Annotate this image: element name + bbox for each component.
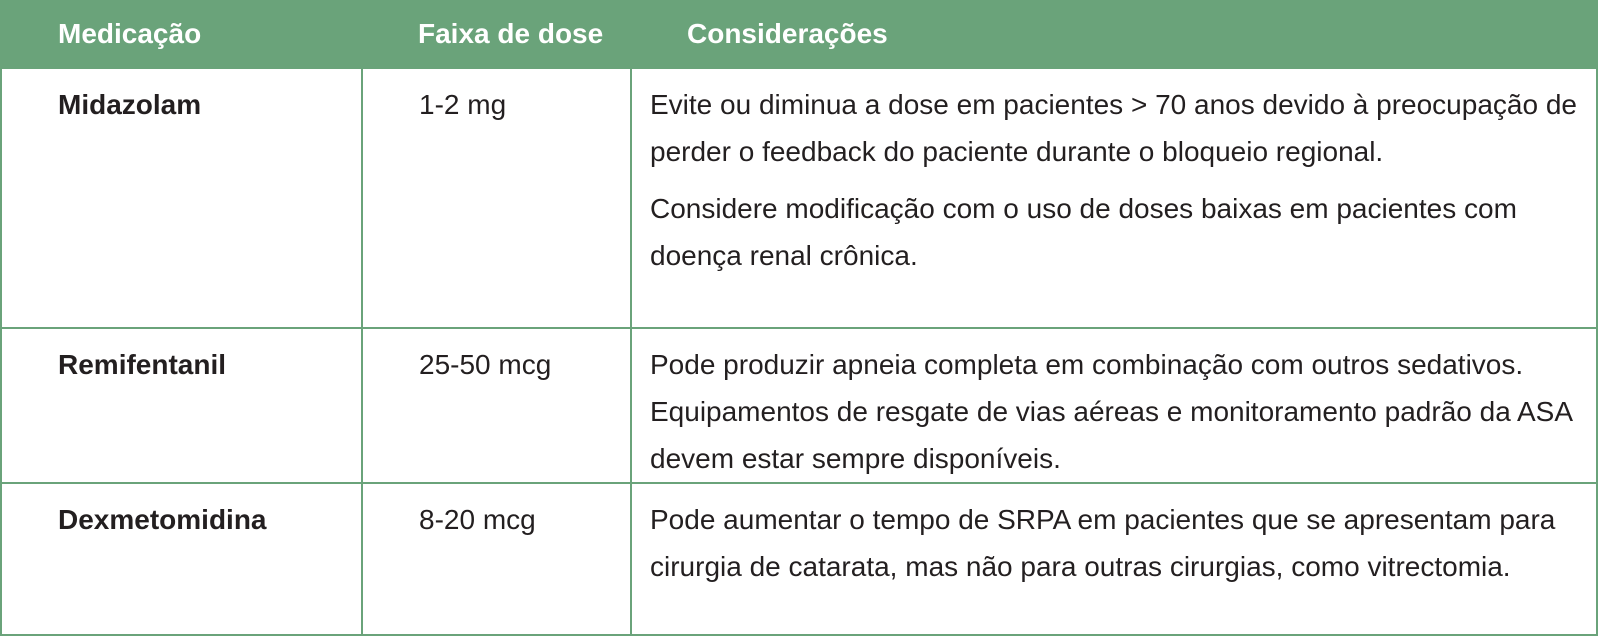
considerations-cell: [631, 68, 1596, 328]
consideration-text: Pode produzir apneia completa em combinação com outros sedativos. Equipamentos de resgate de vias aéreas e monitoramento padrão da ASA devem estar sempre disponíveis.: [650, 349, 1572, 474]
header-medication: Medicação: [2, 0, 362, 68]
consideration-text: Considere modificação com o uso de doses baixas em pacientes com doença renal crônica.: [650, 193, 1517, 271]
medication-name: Midazolam: [2, 68, 362, 328]
considerations-cell: [631, 328, 1596, 483]
medication-name: Remifentanil: [2, 328, 362, 483]
dose-range: 25-50 mcg: [362, 328, 631, 483]
consideration-text: Evite ou diminua a dose em pacientes > 70 anos devido à preocupação de perder o feedback do paciente durante o bloqueio regional.: [650, 89, 1577, 167]
table-row: [2, 328, 1596, 483]
table-row: [2, 483, 1596, 635]
medication-name: Dexmetomidina: [2, 483, 362, 635]
header-row: [2, 0, 1596, 68]
table-row: [2, 68, 1596, 328]
medication-table-grid: [2, 0, 1596, 635]
dose-range: 1-2 mg: [362, 68, 631, 328]
consideration-text: Pode aumentar o tempo de SRPA em pacientes que se apresentam para cirurgia de catarata, mas não para outras cirurgias, como vitrectomia.: [650, 504, 1556, 582]
header-considerations: Considerações: [631, 0, 1596, 68]
considerations-cell: [631, 483, 1596, 635]
dose-range: 8-20 mcg: [362, 483, 631, 635]
header-dose-range: Faixa de dose: [362, 0, 631, 68]
